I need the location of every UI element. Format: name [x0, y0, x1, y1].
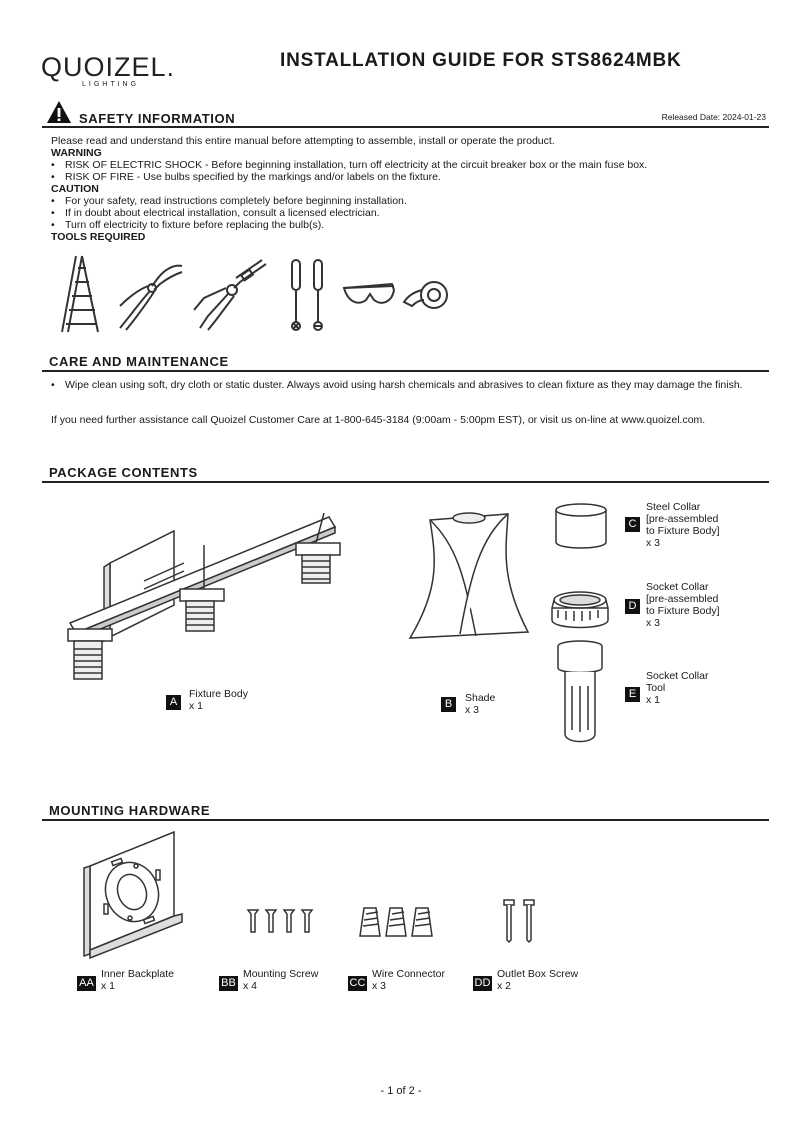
fixture-body-illustration — [64, 515, 349, 687]
hardware-divider — [42, 819, 769, 821]
safety-glasses-icon — [342, 280, 396, 310]
part-code-badge: DD — [474, 977, 491, 989]
part-code-badge: B — [441, 697, 456, 712]
part-label: Steel Collar [pre-assembled to Fixture Body] x 3 — [646, 501, 720, 549]
part-label: Mounting Screw x 4 — [243, 968, 319, 992]
page-number: - 1 of 2 - — [380, 1085, 422, 1097]
safety-section-title: SAFETY INFORMATION — [79, 111, 236, 126]
part-code-badge: D — [625, 599, 640, 614]
shade-illustration — [400, 508, 530, 648]
care-item: • Wipe clean using soft, dry cloth or static duster. Always avoid using harsh chemicals and abrasives to clean fixture as they may damage the finish. — [51, 379, 785, 391]
part-code-badge: CC — [349, 977, 366, 989]
socket-collar-illustration — [548, 584, 612, 634]
wire-connectors-illustration — [360, 906, 436, 938]
safety-intro: Please read and understand this entire manual before attempting to assemble, install or operate the product. — [51, 135, 555, 147]
caution-item: • If in doubt about electrical installation, consult a licensed electrician. — [51, 207, 647, 219]
mounting-screws-illustration — [246, 908, 320, 934]
part-label: Outlet Box Screw x 2 — [497, 968, 579, 992]
electrical-tape-icon — [402, 280, 450, 310]
released-date: Released Date: 2024-01-23 — [661, 112, 766, 122]
document-title: INSTALLATION GUIDE FOR STS8624MBK — [280, 50, 682, 71]
safety-divider — [42, 126, 769, 128]
inner-backplate-illustration — [84, 830, 184, 958]
steel-collar-illustration — [554, 502, 608, 550]
part-label: Socket Collar Tool x 1 — [646, 670, 709, 706]
socket-collar-tool-illustration — [555, 640, 605, 744]
hardware-section-title: MOUNTING HARDWARE — [49, 803, 211, 818]
outlet-box-screws-illustration — [500, 898, 540, 944]
part-code-badge: E — [625, 687, 640, 702]
brand-logo: QUOIZEL. — [41, 52, 176, 82]
care-divider — [42, 370, 769, 372]
customer-care-text: If you need further assistance call Quoizel Customer Care at 1-800-645-3184 (9:00am - 5:00pm EST), or visit us on-line at www.quoizel.com. — [51, 414, 706, 426]
package-divider — [42, 481, 769, 483]
caution-item: • For your safety, read instructions completely before beginning installation. — [51, 195, 647, 207]
warning-item: • RISK OF ELECTRIC SHOCK - Before beginning installation, turn off electricity at the circuit breaker box or the main fuse box. — [51, 159, 647, 171]
caution-item: • Turn off electricity to fixture before replacing the bulb(s). — [51, 219, 647, 231]
brand-logo-sub: LIGHTING — [82, 81, 140, 88]
caution-label: CAUTION — [51, 183, 99, 195]
part-code-badge: C — [625, 517, 640, 532]
part-code-badge: A — [166, 695, 181, 710]
part-code-badge: AA — [77, 976, 96, 991]
warning-item: • RISK OF FIRE - Use bulbs specified by the markings and/or labels on the fixture. — [51, 171, 647, 183]
part-code-badge: BB — [219, 976, 238, 991]
wire-stripper-icon — [190, 258, 270, 332]
tools-required-label: TOOLS REQUIRED — [51, 231, 146, 243]
warning-icon — [46, 100, 72, 124]
package-section-title: PACKAGE CONTENTS — [49, 465, 198, 480]
part-label: Shade x 3 — [465, 692, 496, 716]
safety-text-block — [51, 135, 647, 243]
part-label: Wire Connector x 3 — [372, 968, 445, 992]
pliers-icon — [116, 262, 186, 332]
screwdrivers-icon — [288, 258, 328, 334]
part-label: Fixture Body x 1 — [189, 688, 248, 712]
ladder-icon — [58, 254, 102, 334]
part-label: Inner Backplate x 1 — [101, 968, 174, 992]
care-section-title: CARE AND MAINTENANCE — [49, 354, 229, 369]
warning-label: WARNING — [51, 147, 102, 159]
part-label: Socket Collar [pre-assembled to Fixture Body] x 3 — [646, 581, 720, 629]
